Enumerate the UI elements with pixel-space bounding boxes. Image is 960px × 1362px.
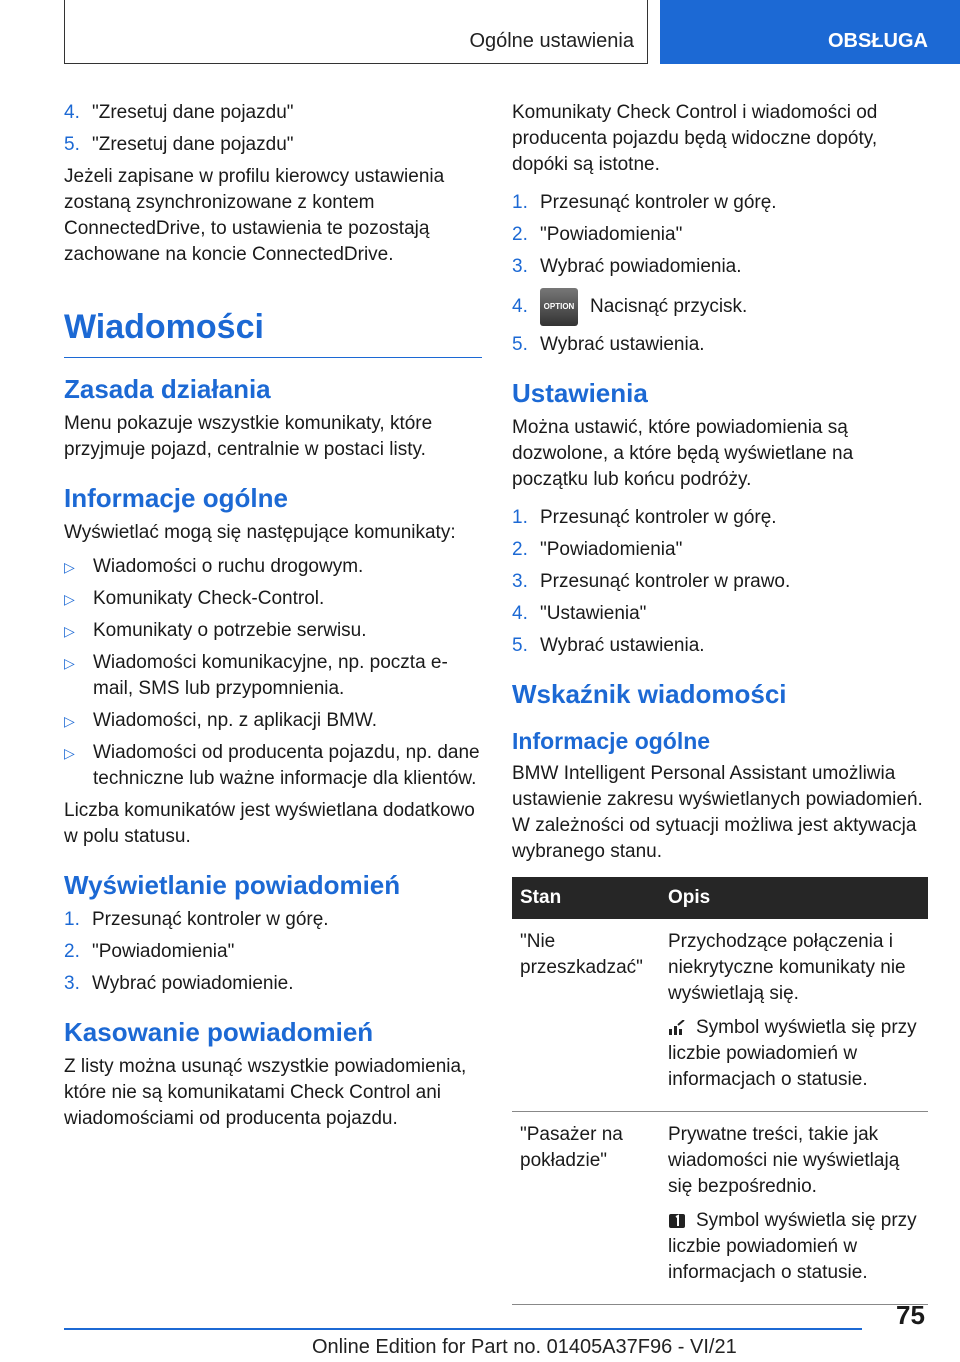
section-title-wiadomosci: Wiadomości — [64, 308, 482, 358]
list-text: "Zresetuj dane pojazdu" — [92, 102, 294, 123]
list-item — [512, 569, 928, 595]
bullet-text: Wiadomości komunikacyjne, np. poczta e-mail, SMS lub przypomnienia. — [93, 652, 448, 699]
table-cell-opis — [660, 1112, 928, 1305]
heading-wyswietlanie: Wyświetlanie powiadomień — [64, 870, 401, 900]
cell-symbol-text — [668, 1015, 920, 1093]
symbol-description: Symbol wyświetla się przy liczbie powiadomień w informacjach o statusie. — [668, 1210, 917, 1283]
table-row — [512, 919, 928, 1112]
heading-zasada: Zasada działania — [64, 374, 271, 404]
header-title: Ogólne ustawienia — [469, 30, 634, 52]
list-text: Przesunąć kontroler w górę. — [540, 192, 777, 213]
list-number: 5. — [512, 334, 528, 355]
paragraph: Można ustawić, które powiadomienia są dozwolone, a które będą wyświetlane na początku lub końcu podróży. — [512, 417, 854, 490]
subheading-informacje: Informacje ogólne — [512, 728, 711, 754]
bullet-triangle-icon: ▷ — [64, 655, 75, 671]
list-text: "Powiadomienia" — [92, 941, 235, 962]
bullet-text: Komunikaty o potrzebie serwisu. — [93, 620, 367, 641]
bullet-triangle-icon: ▷ — [64, 623, 75, 639]
list-text: "Powiadomienia" — [540, 224, 683, 245]
bullet-triangle-icon: ▷ — [64, 745, 75, 761]
option-button-icon: OPTION — [540, 288, 578, 326]
symbol-description: Symbol wyświetla się przy liczbie powiadomień w informacjach o statusie. — [668, 1017, 917, 1090]
bullet-item — [64, 586, 482, 612]
list-item — [512, 332, 928, 358]
list-item — [64, 971, 482, 997]
bullet-text: Wiadomości, np. z aplikacji BMW. — [93, 710, 378, 731]
cell-symbol-text — [668, 1208, 920, 1286]
bullet-item — [64, 618, 482, 644]
left-column — [64, 100, 482, 1144]
list-number: 3. — [512, 571, 528, 592]
bullet-text: Komunikaty Check-Control. — [93, 588, 325, 609]
list-item — [512, 601, 928, 627]
paragraph: Komunikaty Check Control i wiadomości od producenta pojazdu będą widoczne dopóty, dopóki są istotne. — [512, 102, 878, 175]
table-header-row — [512, 877, 928, 919]
list-text: Przesunąć kontroler w górę. — [540, 507, 777, 528]
list-text: "Ustawienia" — [540, 603, 647, 624]
bullet-text: Wiadomości od producenta pojazdu, np. dane techniczne lub ważne informacje dla klientów. — [93, 742, 480, 789]
bullet-triangle-icon: ▷ — [64, 591, 75, 607]
table-row — [512, 1112, 928, 1305]
table-header-cell: Stan — [512, 877, 660, 919]
list-item — [64, 100, 482, 126]
list-number: 5. — [64, 134, 80, 155]
bullet-triangle-icon: ▷ — [64, 713, 75, 729]
paragraph: Z listy można usunąć wszystkie powiadomienia, które nie są komunikatami Check Control ani wiadomościami od producenta pojazdu. — [64, 1056, 467, 1129]
list-text: Nacisnąć przycisk. — [590, 296, 748, 317]
list-text: Wybrać powiadomienia. — [540, 256, 742, 277]
passenger-icon — [668, 1213, 686, 1229]
right-column — [512, 100, 928, 1305]
footer-text: Online Edition for Part no. 01405A37F96 - VI/21 — [312, 1336, 737, 1358]
header-section-tab[interactable] — [660, 0, 960, 64]
list-text: Przesunąć kontroler w prawo. — [540, 571, 791, 592]
list-text: Wybrać ustawienia. — [540, 334, 705, 355]
footer-divider — [64, 1328, 862, 1330]
list-item — [512, 222, 928, 248]
paragraph: Jeżeli zapisane w profilu kierowcy ustawienia zostaną zsynchronizowane z kontem ConnectedDrive, to ustawienia te pozostają zachowane na koncie ConnectedDrive. — [64, 166, 445, 265]
list-number: 2. — [512, 539, 528, 560]
list-number: 3. — [512, 256, 528, 277]
list-text: Przesunąć kontroler w górę. — [92, 909, 329, 930]
list-number: 2. — [64, 941, 80, 962]
header-tab-label: OBSŁUGA — [828, 30, 928, 52]
table-cell-opis — [660, 919, 928, 1112]
status-table — [512, 877, 928, 1305]
list-number: 4. — [64, 102, 80, 123]
list-number: 2. — [512, 224, 528, 245]
paragraph: BMW Intelligent Personal Assistant umożliwia ustawienie zakresu wyświetlanych powiadomień. W zależności od sytuacji możliwa jest aktywacja wybranego stanu. — [512, 763, 923, 862]
list-number: 5. — [512, 635, 528, 656]
bullet-item — [64, 740, 482, 792]
list-item — [512, 254, 928, 280]
list-text: Wybrać powiadomienie. — [92, 973, 294, 994]
list-item — [512, 537, 928, 563]
list-number: 4. — [512, 603, 528, 624]
list-number: 4. — [512, 296, 528, 317]
cell-text: Prywatne treści, takie jak wiadomości nie wyświetlają się bezpośrednio. — [668, 1124, 900, 1197]
heading-ustawienia: Ustawienia — [512, 378, 648, 408]
bullet-item — [64, 650, 482, 702]
cell-text: Przychodzące połączenia i niekrytyczne komunikaty nie wyświetlają się. — [668, 931, 906, 1004]
paragraph: Wyświetlać mogą się następujące komunikaty: — [64, 522, 456, 543]
table-cell-stan: "Pasażer na pokładzie" — [512, 1112, 660, 1305]
bullet-item — [64, 554, 482, 580]
paragraph: Liczba komunikatów jest wyświetlana dodatkowo w polu statusu. — [64, 800, 475, 847]
list-number: 3. — [64, 973, 80, 994]
list-item — [512, 505, 928, 531]
bullet-text: Wiadomości o ruchu drogowym. — [93, 556, 364, 577]
list-number: 1. — [64, 909, 80, 930]
list-item — [64, 907, 482, 933]
heading-informacje: Informacje ogólne — [64, 483, 288, 513]
list-item — [512, 190, 928, 216]
bullet-item — [64, 708, 482, 734]
table-cell-stan: "Nie przeszkadzać" — [512, 919, 660, 1112]
list-text: "Powiadomienia" — [540, 539, 683, 560]
list-number: 1. — [512, 192, 528, 213]
list-item — [512, 288, 928, 326]
table-header-cell: Opis — [660, 877, 928, 919]
list-item — [64, 939, 482, 965]
page-number: 75 — [896, 1300, 925, 1330]
heading-kasowanie: Kasowanie powiadomień — [64, 1017, 374, 1047]
list-number: 1. — [512, 507, 528, 528]
list-text: Wybrać ustawienia. — [540, 635, 705, 656]
paragraph: Menu pokazuje wszystkie komunikaty, które przyjmuje pojazd, centralnie w postaci listy. — [64, 413, 433, 460]
list-item — [64, 132, 482, 158]
list-item — [512, 633, 928, 659]
list-text: "Zresetuj dane pojazdu" — [92, 134, 294, 155]
bullet-triangle-icon: ▷ — [64, 559, 75, 575]
do-not-disturb-icon — [668, 1020, 686, 1036]
heading-wskaznik: Wskaźnik wiadomości — [512, 679, 787, 709]
